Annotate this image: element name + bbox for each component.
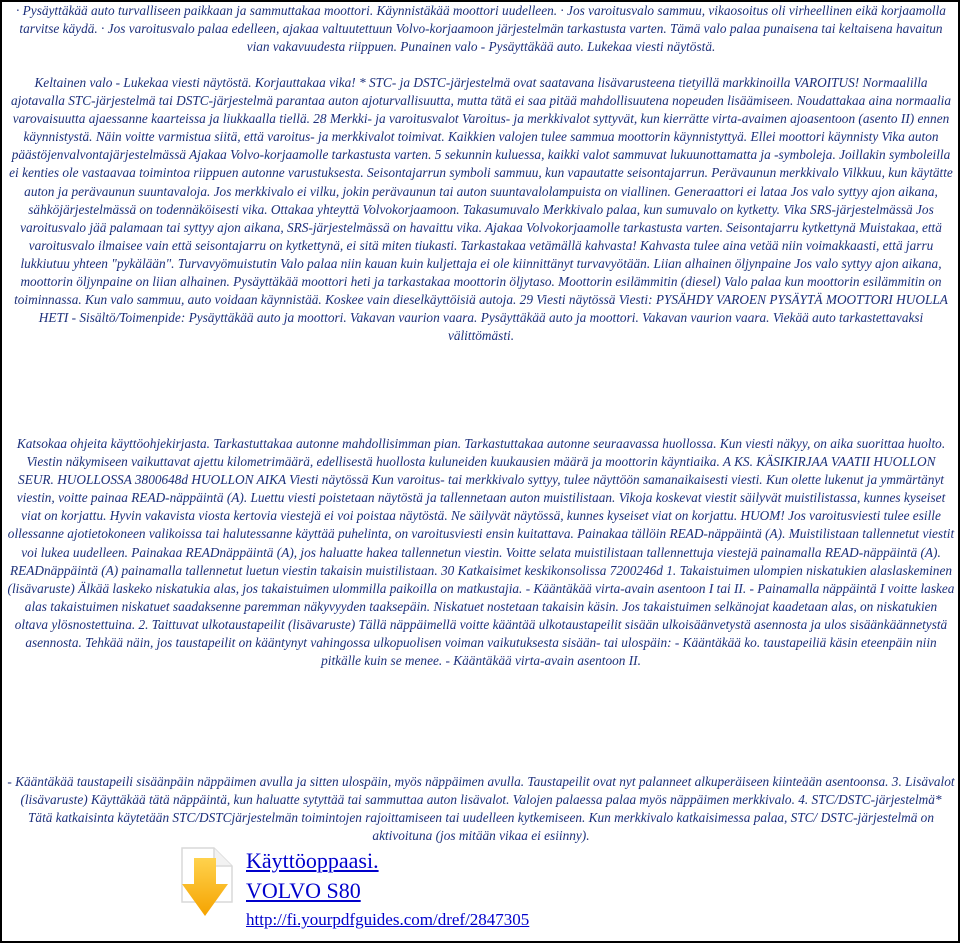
model-link[interactable]: VOLVO S80 (246, 878, 361, 903)
download-links (246, 850, 529, 928)
url-link[interactable]: http://fi.yourpdfguides.com/dref/2847305 (246, 910, 530, 929)
paragraph-warning-light: · Pysäyttäkää auto turvalliseen paikkaan ja sammuttakaa moottori. Käynnistäkää moottori uudelleen. · Jos varoitusvalo sammuu, vikaosoitus oli virheellinen eikä korjaamolla tarvitse käydä. · Jos varoitusvalo palaa edelleen, ajakaa valtuutettuun Volvo-korjaamoon järjestelmän tarkastusta varten. Tämä valo palaa punaisena tai keltaisena havaitun vian vakavuudesta riippuen. Punainen valo - Pysäyttäkää auto. Lukekaa viesti näytöstä. (16, 3, 946, 55)
paragraph-display-messages: Katsokaa ohjeita käyttöohjekirjasta. Tarkastuttakaa autonne mahdollisimman pian. Tarkastuttakaa autonne seuraavassa huollossa. Kun viesti näkyy, on aika suorittaa huolto. Viestin näkymiseen vaikuttavat ajettu kilometrimäärä, edellisestä huollosta kuluneiden kuukausien määrä ja moottorin käyntiaika. A KS. KÄSIKIRJAA VAATII HUOLLON SEUR. HUOLLOSSA 3800648d HUOLLON AIKA Viesti näytössä Kun varoitus- tai merkkivalo syttyy, tulee näyttöön samanaikaisesti viesti. Kun olette lukenut ja ymmärtänyt viestin, voitte painaa READ-näppäintä (A). Luettu viesti poistetaan näytöstä ja tallennetaan auton muistilistaan. Vikoja koskevat viestit säilyvät muistilistassa, kunnes kyseiset viat on korjattu. Hyvin vakavista viosta kertovia viestejä ei voi poistaa näytöstä. Ne säilyvät näytössä, kunnes kyseiset viat on korjattu. HUOM! Jos varoitusviesti tulee esille ollessanne ajotietokoneen valikoissa tai halutessanne käyttää puhelinta, on varoitusviesti ensin kuitattava. Painakaa tällöin READ-näppäintä (A). Muistilistaan tallennetut viestit voi lukea uudelleen. Painakaa READnäppäintä (A), jos haluatte hakea tallennetun viestin. Voitte selata muistilistaan tallennettuja viestejä painamalla READ-näppäintä (A). READnäppäintä (A) painamalla tallennetut luetun viestin takaisin muistilistaan. 30 Katkaisimet keskikonsolissa 7200246d 1. Takaistuimen ulompien niskatukien alaslaskeminen (lisävaruste) Älkää laskeko niskatukia alas, jos takaistuimen ulommilla paikoilla on matkustajia. - Kääntäkää virta-avain asentoon I tai II. - Painamalla näppäintä I voitte laskea alas takaistuimen niskatuet saadaksenne paremman näkyvyyden taaksepäin. Niskatuet nostetaan takaisin käsin. Jos takaistuimen selkänojat kaadetaan alas, on niskatukien oltava ylösnostettuina. 2. Taittuvat ulkotaustapeilit (lisävaruste) Tällä näppäimellä voitte kääntää ulkotaustapeilit sisään ulkoisäänvetystä asennosta ja ulos sisäänkäännetystä asennosta. Tehkää näin, jos taustapeilit on kääntynyt vahingossa ulkopuolisen voiman vaikutuksesta sisään- tai ulospäin: - Kääntäkää ko. taustapeiliä käsin eteenpäin niin pitkälle kuin se menee. - Kääntäkää virta-avain asentoon II. (7, 436, 955, 669)
paragraph-switches: - Kääntäkää taustapeili sisäänpäin näppäimen avulla ja sitten ulospäin, myös näppäimen avulla. Taustapeilit ovat nyt palanneet alkuperäiseen kiinteään asentoonsa. 3. Lisävalot (lisävaruste) Käyttäkää tätä näppäintä, kun haluatte sytyttää tai sammuttaa auton lisävalot. Valojen palaessa palaa myös näppäimen merkkivalo. 4. STC/DSTC-järjestelmä* Tätä katkaisinta käytetään STC/DSTCjärjestelmän toimintojen rajoittamiseen tai uudelleen kytkemiseen. Kun merkkivalo katkaisimessa palaa, STC/ DSTC-järjestelmä on aktivoituna (jos mitään vikaa ei esiinny). (7, 774, 955, 844)
pdf-download-arrow-icon (174, 844, 236, 920)
paragraph-indicator-lights: Keltainen valo - Lukekaa viesti näytöstä. Korjauttakaa vika! * STC- ja DSTC-järjestelmä ovat saatavana lisävarusteena tietyillä markkinoilla VAROITUS! Normaalilla ajotavalla STC-järjestelmä tai DSTC-järjestelmä parantaa auton ajoturvallisuutta, mutta tätä ei saa pitää mahdollisuutena nopeuden lisäämiseen. Noudattakaa aina normaalia varovaisuutta ajaessanne kaarteissa ja liukkaalla tiellä. 28 Merkki- ja varoitusvalot Varoitus- ja merkkivalot syttyvät, kun kierrätte virta-avaimen ajoasentoon (asento II) ennen käynnistystä. Näin voitte varmistua siitä, että varoitus- ja merkkivalot toimivat. Kaikkien valojen tulee sammua moottorin käynnistyttyä. Ellei moottori käynnisty Vika auton päästöjenvalvontajärjestelmässä Ajakaa Volvo-korjaamolle tarkastusta varten. 5 sekunnin kuluessa, kaikki valot sammuvat lukuunottamatta ja -symboleja. Joillakin symboleilla ei kenties ole vastaavaa toimintoa riippuen autonne varustuksesta. Seisontajarrun symboli sammuu, kun vapautatte seisontajarrun. Perävaunun merkkivalo Vilkkuu, kun käytätte auton ja perävaunun suuntavaloja. Jos merkkivalo ei vilku, jokin perävaunun tai auton suuntavalolampuista on viallinen. Generaattori ei lataa Jos valo syttyy ajon aikana, sähköjärjestelmässä on todennäköisesti vika. Ottakaa yhteyttä Volvokorjaamoon. Takasumuvalo Merkkivalo palaa, kun sumuvalo on kytketty. Vika SRS-järjestelmässä Jos varoitusvalo jää palamaan tai syttyy ajon aikana, SRS-järjestelmässä on havaittu vika. Ajakaa Volvokorjaamolle tarkastusta varten. Seisontajarru kytkettynä Muistakaa, että varoitusvalo ilmaisee vain että seisontajarru on kytkettynä, ei sitä miten tiukasti. Tarkastakaa vetämällä kahvasta! Kahvasta tulee aina vetää niin voimakkaasti, että jarru lukkiutuu yhteen "pykälään". Turvavyömuistutin Valo palaa niin kauan kuin kuljettaja ei ole kiinnittänyt turvavyötään. Liian alhainen öljynpaine Jos valo syttyy ajon aikana, moottorin öljynpaine on liian alhainen. Pysäyttäkää moottori heti ja tarkastakaa moottorin öljytaso. Moottorin esilämmitin (diesel) Valo palaa kun moottorin esilämmitin on toiminnassa. Kun valo sammuu, auto voidaan käynnistää. Koskee vain dieselkäyttöisiä autoja. 29 Viesti näytössä Viesti: PYSÄHDY VAROEN PYSÄYTÄ MOOTTORI HUOLLA HETI - Sisältö/Toimenpide: Pysäyttäkää auto ja moottori. Vakavan vaurion vaara. Pysäyttäkää auto ja moottori. Vakavan vaurion vaara. Viekää auto tarkastettavaksi välittömästi. (9, 75, 953, 344)
manual-link[interactable]: Käyttöoppaasi. (246, 848, 379, 873)
